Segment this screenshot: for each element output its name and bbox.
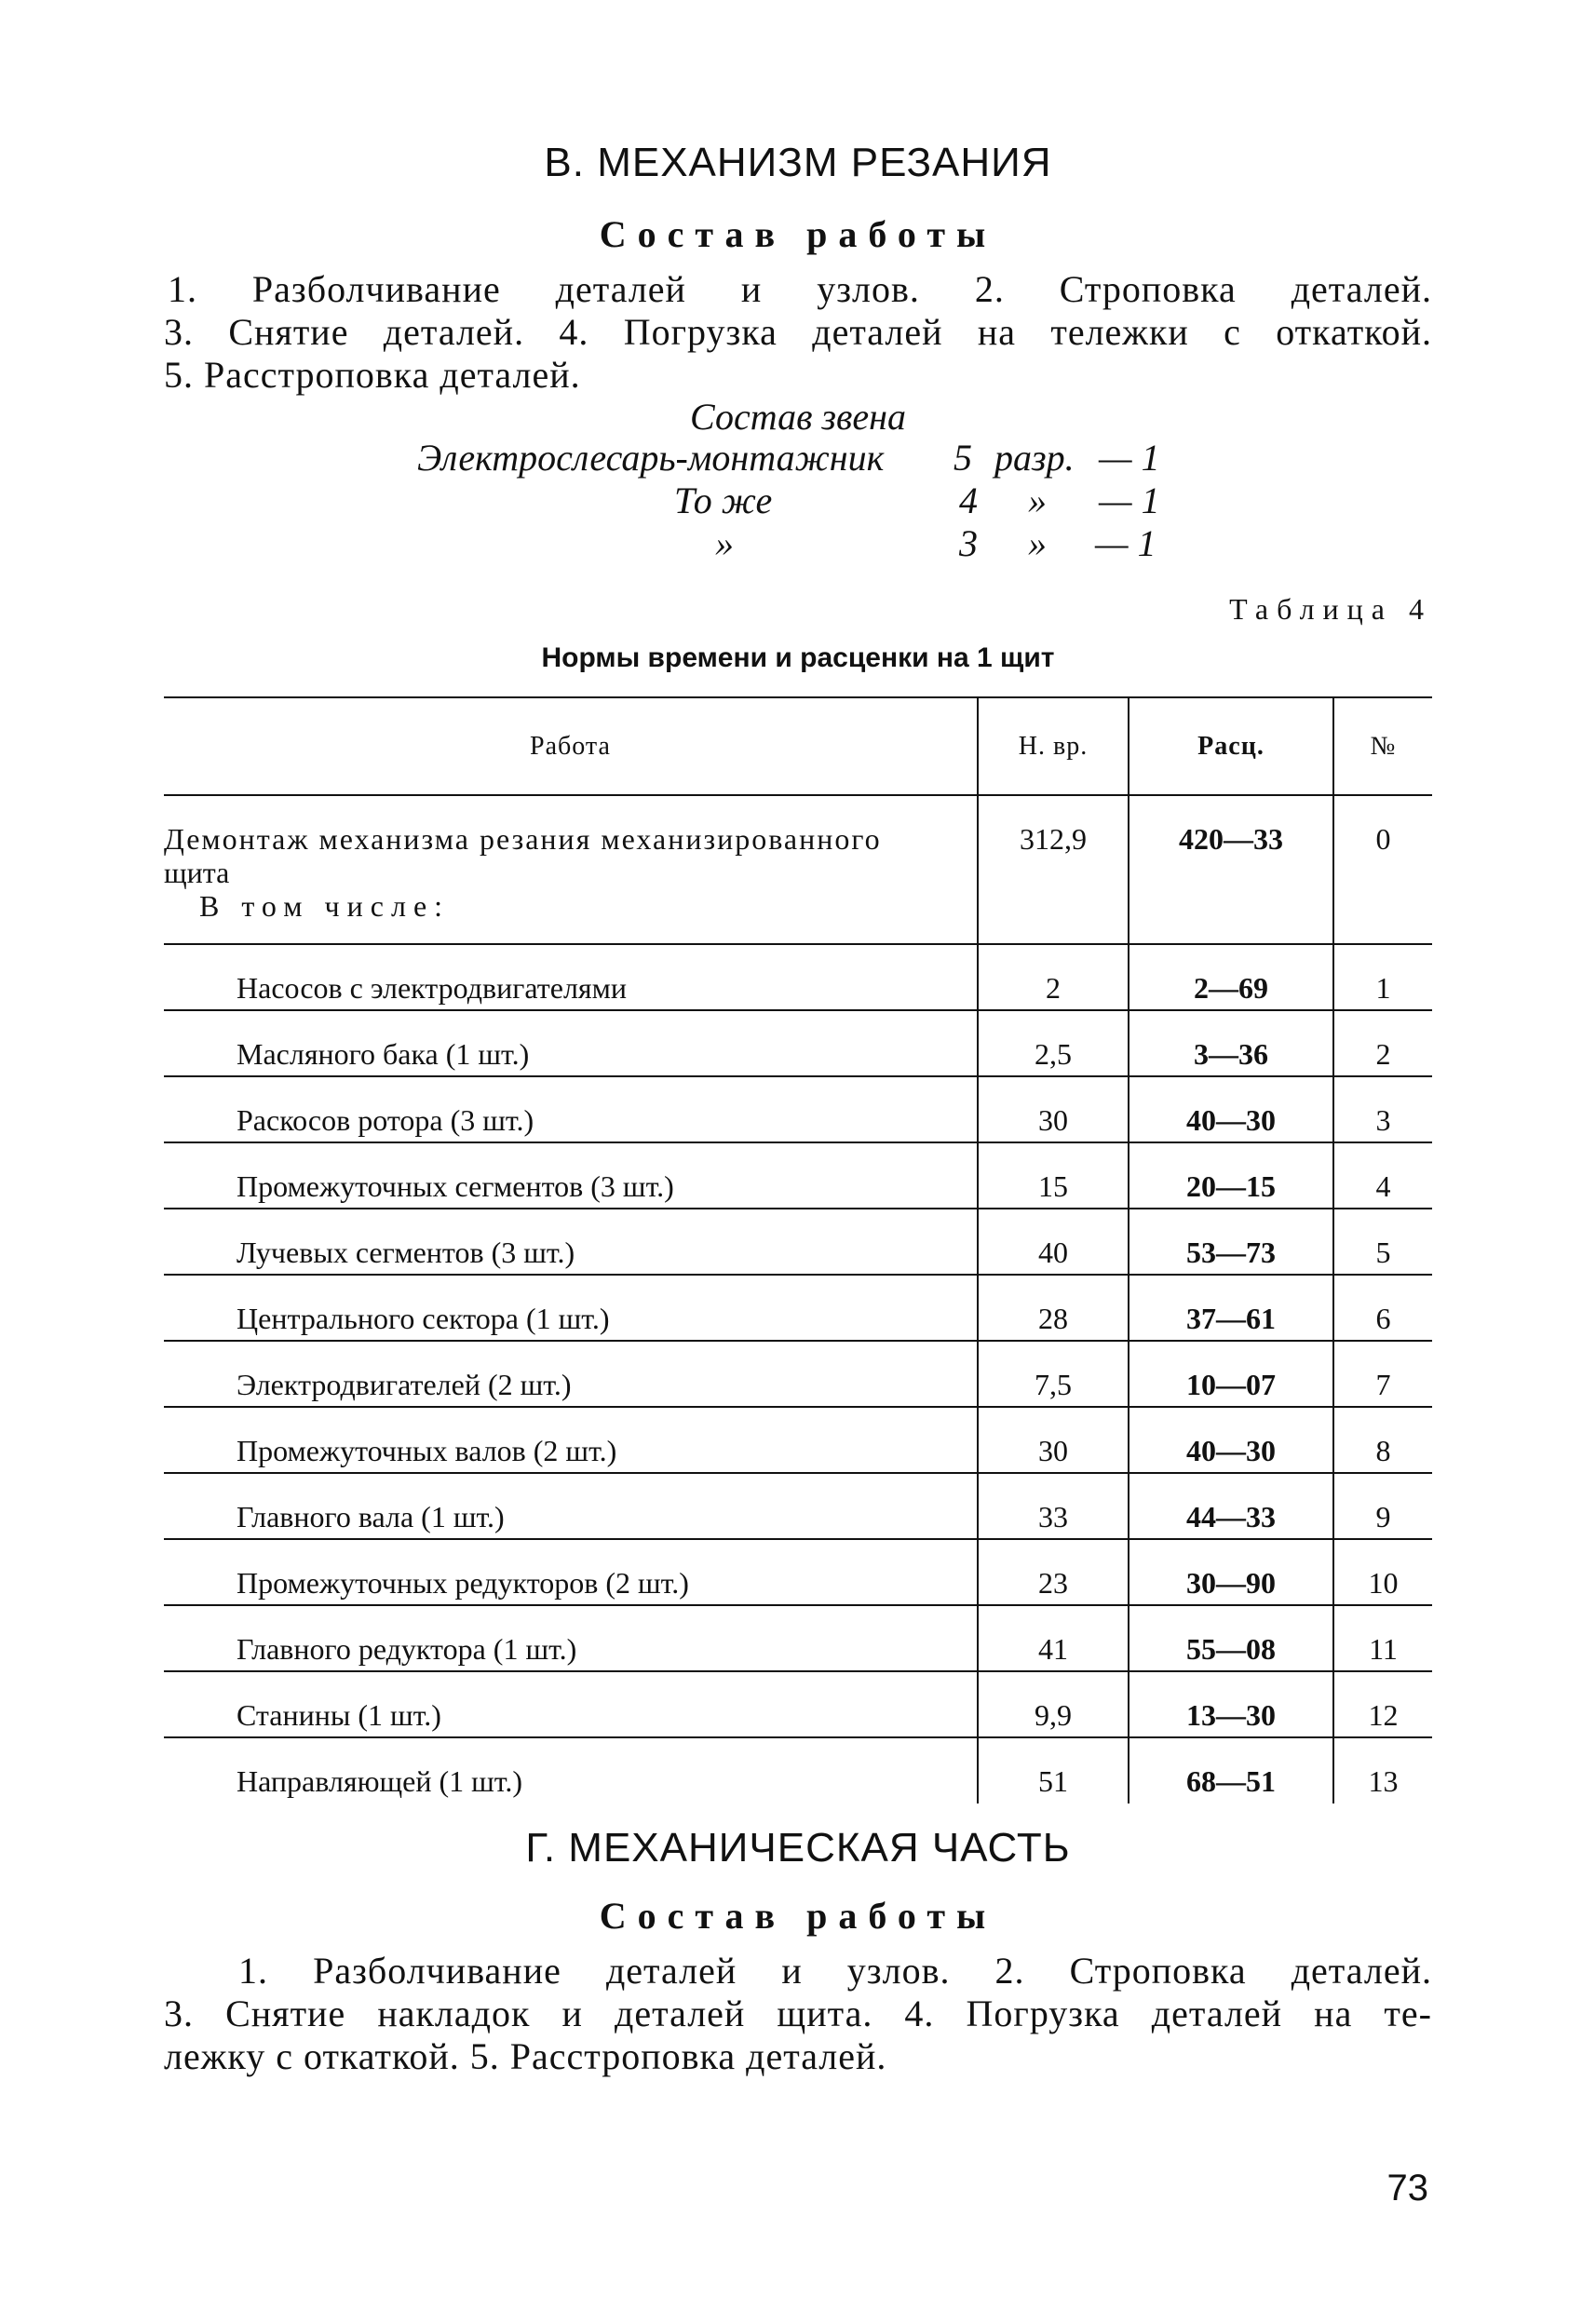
cell-rate: 3—36 bbox=[1129, 1010, 1333, 1076]
table-row bbox=[164, 1473, 1432, 1539]
cell-rate: 40—30 bbox=[1129, 1407, 1333, 1473]
cell-work: Насосов с электродвигателями bbox=[164, 944, 978, 1010]
cell-hours: 15 bbox=[978, 1142, 1129, 1209]
crew-count: — 1 bbox=[1095, 522, 1156, 564]
cell-rate: 10—07 bbox=[1129, 1341, 1333, 1407]
work-line: 5. Расстроповка деталей. bbox=[164, 354, 581, 396]
table-row bbox=[164, 1407, 1432, 1473]
cell-rate: 2—69 bbox=[1129, 944, 1333, 1010]
cell-rate: 20—15 bbox=[1129, 1142, 1333, 1209]
page-number: 73 bbox=[1386, 2168, 1428, 2209]
cell-rate: 53—73 bbox=[1129, 1209, 1333, 1275]
table-row bbox=[164, 1341, 1432, 1407]
table-row bbox=[164, 1737, 1432, 1803]
section-g-title: Г. МЕХАНИЧЕСКАЯ ЧАСТЬ bbox=[525, 1825, 1071, 1871]
cell-rate: 420—33 bbox=[1129, 795, 1333, 944]
cell-rate: 40—30 bbox=[1129, 1076, 1333, 1142]
table-row bbox=[164, 1671, 1432, 1737]
crew-role: То же bbox=[674, 480, 773, 521]
crew-grade: 5 bbox=[954, 437, 972, 479]
cell-no: 5 bbox=[1333, 1209, 1432, 1275]
cell-no: 4 bbox=[1333, 1142, 1432, 1209]
section-v-work-heading: Состав работы bbox=[599, 213, 997, 255]
cell-rate: 68—51 bbox=[1129, 1737, 1333, 1803]
cell-work: Промежуточных редукторов (2 шт.) bbox=[164, 1539, 978, 1605]
crew-grade: 3 bbox=[959, 522, 978, 564]
header-hours: Н. вр. bbox=[978, 697, 1129, 795]
cell-work bbox=[164, 795, 978, 944]
crew-unit: » bbox=[1028, 522, 1047, 564]
table-row bbox=[164, 944, 1432, 1010]
table-row bbox=[164, 1010, 1432, 1076]
crew-role: » bbox=[715, 522, 734, 564]
cell-work: Направляющей (1 шт.) bbox=[237, 1764, 522, 1798]
cell-work: Лучевых сегментов (3 шт.) bbox=[164, 1209, 978, 1275]
cell-hours: 312,9 bbox=[978, 795, 1129, 944]
cell-no: 10 bbox=[1333, 1539, 1432, 1605]
cell-no: 2 bbox=[1333, 1010, 1432, 1076]
table-row bbox=[164, 1076, 1432, 1142]
norms-table bbox=[164, 696, 1432, 1803]
table-number: Таблица 4 bbox=[1229, 592, 1432, 626]
crew-count: — 1 bbox=[1099, 480, 1160, 521]
cell-no: 13 bbox=[1333, 1737, 1432, 1803]
cell-no: 0 bbox=[1333, 795, 1432, 944]
crew-unit: » bbox=[1028, 480, 1047, 521]
table-header-row bbox=[164, 697, 1432, 795]
cell-work: Промежуточных сегментов (3 шт.) bbox=[164, 1142, 978, 1209]
cell-rate: 44—33 bbox=[1129, 1473, 1333, 1539]
header-rate: Расц. bbox=[1129, 697, 1333, 795]
cell-work: Главного вала (1 шт.) bbox=[164, 1473, 978, 1539]
including-label: В том числе: bbox=[199, 889, 451, 923]
cell-rate: 55—08 bbox=[1129, 1605, 1333, 1671]
cell-rate: 30—90 bbox=[1129, 1539, 1333, 1605]
cell-hours: 7,5 bbox=[978, 1341, 1129, 1407]
crew-unit: разр. bbox=[994, 437, 1075, 479]
cell-work: Масляного бака (1 шт.) bbox=[164, 1010, 978, 1076]
cell-no: 8 bbox=[1333, 1407, 1432, 1473]
section-v-work-text bbox=[164, 268, 1432, 397]
table-row bbox=[164, 795, 1432, 944]
section-g-work-text bbox=[164, 1950, 1432, 2078]
work-line: 3. Снятие накладок и деталей щита. 4. Погрузка деталей на те- bbox=[164, 1993, 1432, 2034]
cell-hours: 41 bbox=[978, 1605, 1129, 1671]
cell-hours: 2 bbox=[978, 944, 1129, 1010]
main-work-line: Демонтаж механизма резания механизированного bbox=[164, 822, 882, 856]
cell-no: 6 bbox=[1333, 1275, 1432, 1341]
crew-role: Электрослесарь-монтажник bbox=[417, 437, 885, 479]
cell-rate: 13—30 bbox=[1129, 1671, 1333, 1737]
work-line: 1. Разболчивание деталей и узлов. 2. Строповка деталей. bbox=[238, 1950, 1432, 1992]
table-row bbox=[164, 1275, 1432, 1341]
cell-hours: 23 bbox=[978, 1539, 1129, 1605]
cell-hours: 28 bbox=[978, 1275, 1129, 1341]
work-line: 1. Разболчивание деталей и узлов. 2. Строповка деталей. bbox=[168, 268, 1432, 310]
cell-no: 7 bbox=[1333, 1341, 1432, 1407]
table-row bbox=[164, 1539, 1432, 1605]
cell-no: 9 bbox=[1333, 1473, 1432, 1539]
cell-rate: 37—61 bbox=[1129, 1275, 1333, 1341]
cell-work: Электродвигателей (2 шт.) bbox=[164, 1341, 978, 1407]
cell-work: Раскосов ротора (3 шт.) bbox=[164, 1076, 978, 1142]
cell-hours: 30 bbox=[978, 1076, 1129, 1142]
crew-count: — 1 bbox=[1099, 437, 1160, 479]
main-work-line: щита bbox=[164, 856, 230, 889]
table-row bbox=[164, 1142, 1432, 1209]
cell-work: Главного редуктора (1 шт.) bbox=[164, 1605, 978, 1671]
cell-hours: 40 bbox=[978, 1209, 1129, 1275]
cell-hours: 33 bbox=[978, 1473, 1129, 1539]
cell-no: 12 bbox=[1333, 1671, 1432, 1737]
crew-heading: Состав звена bbox=[689, 396, 906, 438]
cell-no: 1 bbox=[1333, 944, 1432, 1010]
table-caption: Нормы времени и расценки на 1 щит bbox=[541, 642, 1055, 673]
cell-work: Станины (1 шт.) bbox=[164, 1671, 978, 1737]
cell-no: 11 bbox=[1333, 1605, 1432, 1671]
table-row bbox=[164, 1605, 1432, 1671]
crew-grade: 4 bbox=[959, 480, 978, 521]
work-line: лежку с откаткой. 5. Расстроповка деталей. bbox=[164, 2035, 887, 2077]
section-v-title: В. МЕХАНИЗМ РЕЗАНИЯ bbox=[544, 140, 1052, 185]
header-work: Работа bbox=[164, 697, 978, 795]
cell-hours: 9,9 bbox=[978, 1671, 1129, 1737]
cell-hours: 30 bbox=[978, 1407, 1129, 1473]
cell-hours: 51 bbox=[978, 1737, 1129, 1803]
section-g-work-heading: Состав работы bbox=[599, 1895, 997, 1937]
table-row bbox=[164, 1209, 1432, 1275]
cell-work: Центрального сектора (1 шт.) bbox=[164, 1275, 978, 1341]
cell-hours: 2,5 bbox=[978, 1010, 1129, 1076]
header-no: № bbox=[1333, 697, 1432, 795]
cell-work: Промежуточных валов (2 шт.) bbox=[164, 1407, 978, 1473]
work-line: 3. Снятие деталей. 4. Погрузка деталей на тележки с откаткой. bbox=[164, 311, 1432, 353]
cell-no: 3 bbox=[1333, 1076, 1432, 1142]
